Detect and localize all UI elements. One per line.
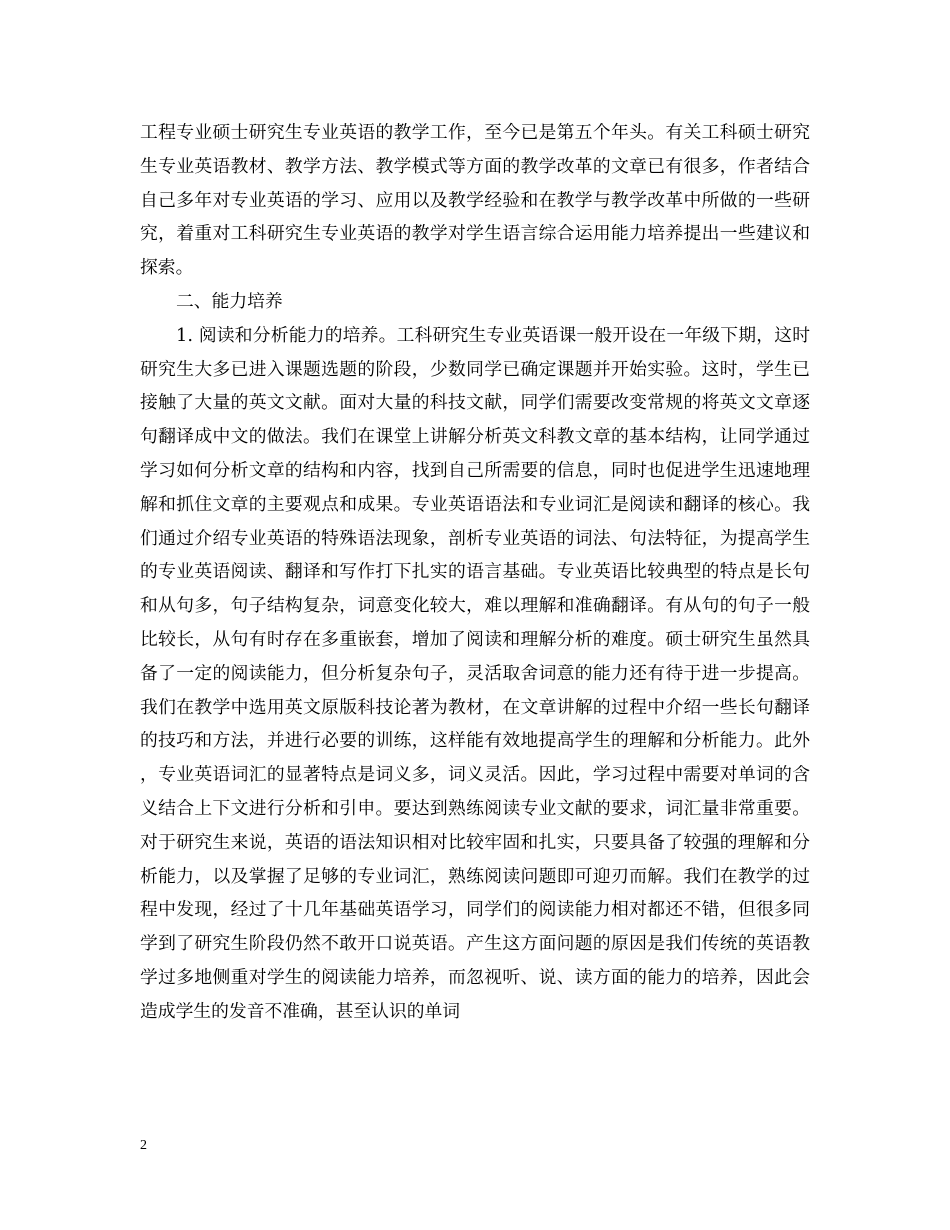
page-number: 2 <box>140 1138 147 1153</box>
paragraph-reading-analysis: 1. 阅读和分析能力的培养。工科研究生专业英语课一般开设在一年级下期，这时研究生大多已进入课题选题的阶段，少数同学已确定课题并开始实验。这时，学生已接触了大量的英文文献。面对大量的科技文献，同学们需要改变常规的将英文文章逐句翻译成中文的做法。我们在课堂上讲解分析英文科教文章的基本结构，让同学通过学习如何分析文章的结构和内容，找到自己所需要的信息，同时也促进学生迅速地理解和抓住文章的主要观点和成果。专业英语语法和专业词汇是阅读和翻译的核心。我们通过介绍专业英语的特殊语法现象，剖析专业英语的词法、句法特征，为提高学生的专业英语阅读、翻译和写作打下扎实的语言基础。专业英语比较典型的特点是长句和从句多，句子结构复杂，词意变化较大，难以理解和准确翻译。有从句的句子一般比较长，从句有时存在多重嵌套，增加了阅读和理解分析的难度。硕士研究生虽然具备了一定的阅读能力，但分析复杂句子，灵活取舍词意的能力还有待于进一步提高。我们在教学中选用英文原版科技论著为教材，在文章讲解的过程中介绍一些长句翻译的技巧和方法，并进行必要的训练，这样能有效地提高学生的理解和分析能力。此外，专业英语词汇的显著特点是词义多，词义灵活。因此，学习过程中需要对单词的含义结合上下文进行分析和引申。要达到熟练阅读专业文献的要求，词汇量非常重要。对于研究生来说，英语的语法知识相对比较牢固和扎实，只要具备了较强的理解和分析能力，以及掌握了足够的专业词汇，熟练阅读问题即可迎刃而解。我们在教学的过程中发现，经过了十几年基础英语学习，同学们的阅读能力相对都还不错，但很多同学到了研究生阶段仍然不敢开口说英语。产生这方面问题的原因是我们传统的英语教学过多地侧重对学生的阅读能力培养，而忽视听、说、读方面的能力的培养，因此会造成学生的发音不准确，甚至认识的单词 <box>140 324 810 1022</box>
paragraph-intro-continuation: 工程专业硕士研究生专业英语的教学工作，至今已是第五个年头。有关工科硕士研究生专业英语教材、教学方法、教学模式等方面的教学改革的文章已有很多，作者结合自己多年对专业英语的学习、应用以及教学经验和在教学与教学改革中所做的一些研究，着重对工科研究生专业英语的教学对学生语言综合运用能力培养提出一些建议和探索。 <box>140 122 810 279</box>
section-heading: 二、能力培养 <box>176 290 283 312</box>
body-text <box>140 116 810 1029</box>
